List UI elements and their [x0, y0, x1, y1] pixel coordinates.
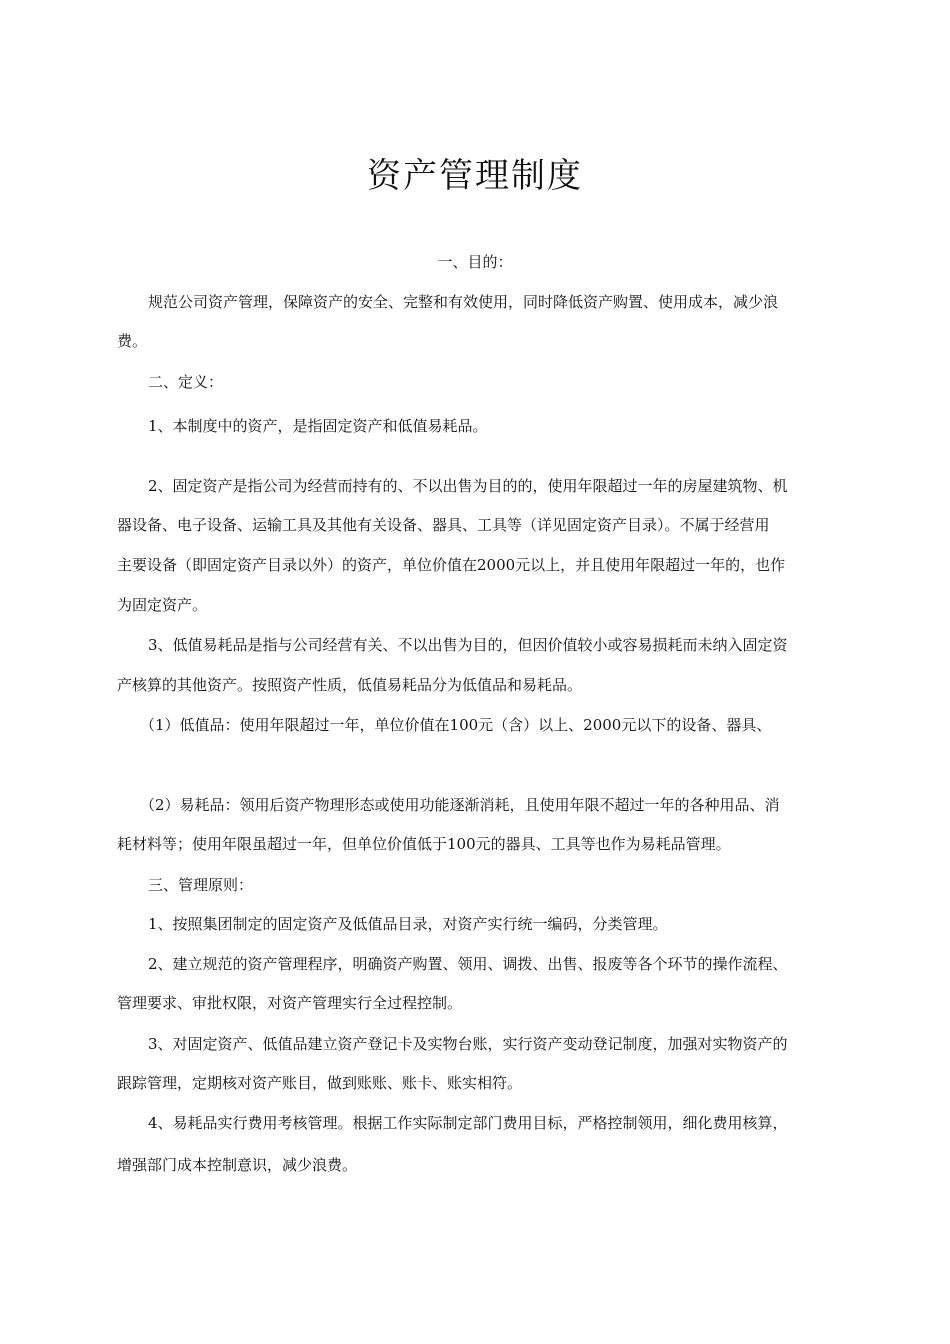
paragraph-line: 3、对固定资产、低值品建立资产登记卡及实物台账，实行资产变动登记制度，加强对实物资产的 [148, 1035, 788, 1053]
paragraph-line: 1、按照集团制定的固定资产及低值品目录，对资产实行统一编码，分类管理。 [148, 915, 668, 933]
paragraph-line: 费。 [117, 332, 148, 350]
paragraph-line: 管理要求、审批权限，对资产管理实行全过程控制。 [117, 994, 463, 1012]
paragraph-line: 2、建立规范的资产管理程序，明确资产购置、领用、调拨、出售、报废等各个环节的操作流程、 [148, 955, 788, 973]
paragraph-line: 4、易耗品实行费用考核管理。根据工作实际制定部门费用目标，严格控制领用，细化费用核算， [148, 1114, 788, 1132]
paragraph-line: 跟踪管理，定期核对资产账目，做到账账、账卡、账实相符。 [117, 1074, 523, 1092]
section-heading-purpose: 一、目的： [437, 253, 513, 271]
paragraph-line: 主要设备（即固定资产目录以外）的资产，单位价值在2000元以上，并且使用年限超过一年的，也作 [117, 556, 786, 574]
paragraph-line: 增强部门成本控制意识，减少浪费。 [117, 1156, 358, 1174]
page-title: 资产管理制度 [367, 156, 583, 196]
paragraph-line: 1、本制度中的资产，是指固定资产和低值易耗品。 [148, 417, 488, 435]
paragraph-line: 产核算的其他资产。按照资产性质，低值易耗品分为低值品和易耗品。 [117, 676, 583, 694]
paragraph-line: 3、低值易耗品是指与公司经营有关、不以出售为目的，但因价值较小或容易损耗而未纳入固定资 [148, 636, 788, 654]
paragraph-line: 器设备、电子设备、运输工具及其他有关设备、器具、工具等（详见固定资产目录）。不属于经营用 [117, 516, 770, 534]
paragraph-line: 为固定资产。 [117, 596, 208, 614]
paragraph-line: （2）易耗品：领用后资产物理形态或使用功能逐渐消耗，且使用年限不超过一年的各种用品、消 [140, 796, 780, 814]
paragraph-line: （1）低值品：使用年限超过一年，单位价值在100元（含）以上、2000元以下的设备、器具、 [140, 716, 772, 734]
paragraph-line: 规范公司资产管理，保障资产的安全、完整和有效使用，同时降低资产购置、使用成本，减少浪 [148, 293, 779, 311]
paragraph-line: 2、固定资产是指公司为经营而持有的、不以出售为目的的，使用年限超过一年的房屋建筑物、机 [148, 477, 788, 495]
section-heading-principles: 三、管理原则： [148, 876, 254, 894]
section-heading-definition: 二、定义： [148, 373, 224, 391]
paragraph-line: 耗材料等；使用年限虽超过一年，但单位价值低于100元的器具、工具等也作为易耗品管理。 [117, 835, 731, 853]
